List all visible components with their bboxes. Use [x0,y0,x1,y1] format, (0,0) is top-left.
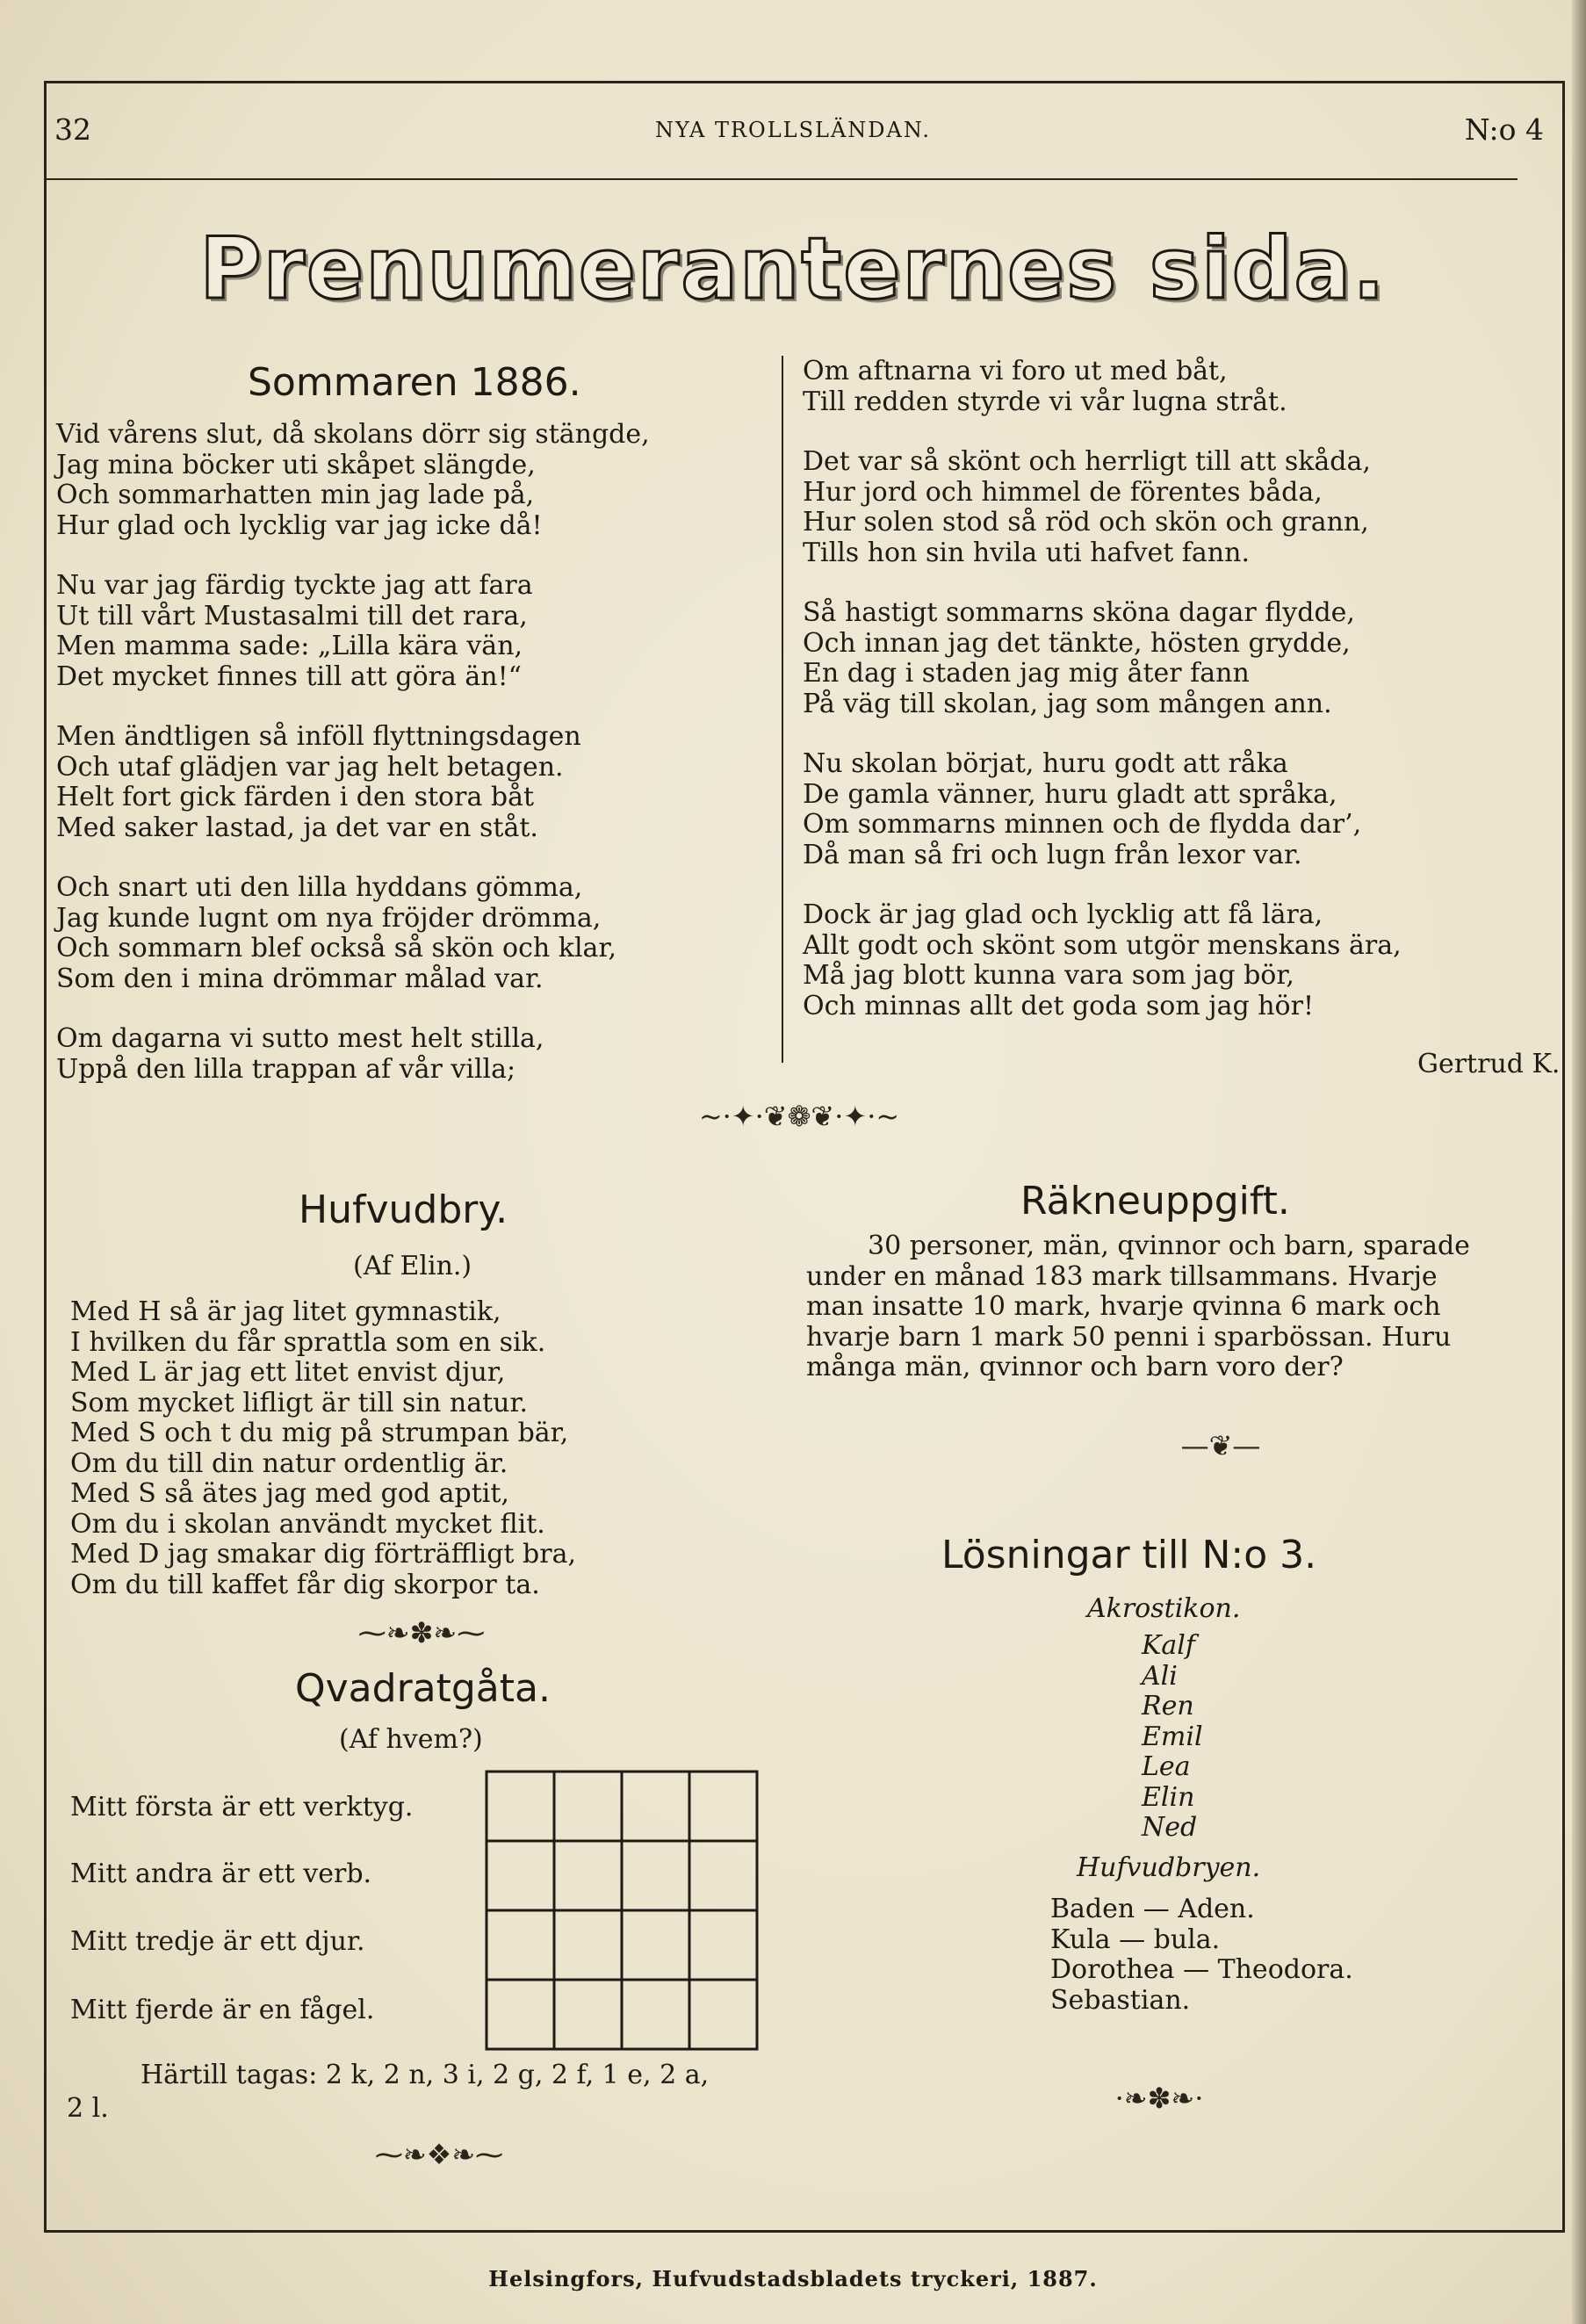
akrostikon-label: Akrostikon. [1087,1593,1241,1624]
poem-line: Jag mina böcker uti skåpet slängde, [56,449,536,480]
poem-stanza [803,357,1523,417]
poem-line: Och minnas allt det goda som jag hör! [803,990,1315,1021]
poem-stanza [803,749,1523,870]
poem-line: Hur glad och lycklig var jag icke då! [56,509,543,541]
poem-stanza [803,598,1523,719]
poem-line: Ut till vårt Mustasalmi till det rara, [56,600,528,632]
poem-line: Uppå den lilla trappan af vår villa; [56,1053,516,1085]
losningar-title: Lösningar till N:o 3. [941,1533,1317,1577]
riddle-line: Med D jag smakar dig förträffligt bra, [70,1539,576,1570]
poem-line: Som den i mina drömmar målad var. [56,963,544,994]
poem-line: Tills hon sin hvila uti hafvet fann. [803,537,1250,568]
header-rule [46,178,1518,180]
riddle-line: Med H så är jag litet gymnastik, [70,1296,501,1327]
poem-stanza [803,900,1523,1021]
poem-line: Om sommarns minnen och de flydda dar’, [803,809,1362,840]
poem-line: Men ändtligen så inföll flyttningsdagen [56,721,581,752]
poem-line: De gamla vänner, huru gladt att språka, [803,778,1337,810]
qvadrat-letters-line1: Härtill tagas: 2 k, 2 n, 3 i, 2 g, 2 f, 1 e, 2 a, [141,2060,710,2090]
problem-line: hvarje barn 1 mark 50 penni i sparbössan. Huru [806,1321,1452,1353]
journal-name: NYA TROLLSLÄNDAN. [655,118,931,142]
solution-line: Baden — Aden. [1050,1894,1255,1924]
ornament-right-2: ·❧✽❧· [1114,2082,1204,2115]
poem-line: Och snart uti den lilla hyddans gömma, [56,872,583,903]
qvadrat-clue-1: Mitt första är ett verktyg. [70,1792,414,1822]
akrostikon-word: Lea [1142,1751,1191,1782]
hufvudbryen-label: Hufvudbryen. [1077,1852,1261,1883]
qvadrat-letters-line2: 2 l. [67,2093,109,2124]
riddle-line: Om du till kaffet får dig skorpor ta. [70,1569,540,1600]
poem-line: Helt fort gick färden i den stora båt [56,782,535,812]
poem-line: Med saker lastad, ja det var en ståt. [56,812,538,843]
akrostikon-word: Elin [1142,1781,1195,1813]
problem-line: under en månad 183 mark tillsammans. Hvarje [806,1260,1438,1292]
akrostikon-word: Ren [1142,1691,1194,1721]
page-spine-edge [1572,0,1586,2324]
hufvudbry-title: Hufvudbry. [299,1187,508,1232]
akrostikon-word: Emil [1142,1721,1203,1752]
printer-imprint: Helsingfors, Hufvudstadsbladets tryckeri, 1887. [488,2266,1098,2292]
akrostikon-word: Ned [1142,1812,1198,1843]
poem-line: Nu var jag färdig tyckte jag att fara [56,570,533,601]
solution-line: Dorothea — Theodora. [1050,1954,1353,1985]
riddle-line: Om du till din natur ordentlig är. [70,1447,508,1479]
poem-line: Må jag blott kunna vara som jag bör, [803,960,1294,991]
poem-line: Hur solen stod så röd och skön och grann, [803,507,1369,538]
poem-line: Dock är jag glad och lycklig att få lära, [803,899,1323,930]
poem-line: Det mycket finnes till att göra än!“ [56,660,522,692]
ornament-small: ⁓❧✽❧⁓ [357,1616,486,1649]
poem-line: Det var så skönt och herrligt till att skåda, [803,446,1371,477]
poem-stanza [56,873,759,994]
poem-author: Gertrud K. [1417,1049,1561,1079]
poem-stanza [56,571,759,692]
poem-line: Och sommarhatten min jag lade på, [56,480,535,510]
poem-line: Då man så fri och lugn från lexor var. [803,839,1302,870]
poem-line: Allt godt och skönt som utgör menskans ära, [803,929,1402,961]
poem-line: En dag i staden jag mig åter fann [803,658,1250,689]
poem-line: Men mamma sade: „Lilla kära vän, [56,631,523,661]
poem-line: Nu skolan börjat, huru godt att råka [803,748,1288,779]
poem-line: Så hastigt sommarns sköna dagar flydde, [803,597,1355,628]
qvadrat-grid [485,1770,759,2051]
poem-line: Och utaf glädjen var jag helt betagen. [56,751,564,783]
poem-right-column [803,357,1523,1051]
akrostikon-words [1142,1631,1203,1844]
poem-line: På väg till skolan, jag som mången ann. [803,688,1332,719]
hufvudbryen-answers [1050,1895,1353,2016]
rakne-problem [806,1231,1535,1383]
qvadrat-clue-4: Mitt fjerde är en fågel. [70,1995,375,2025]
riddle-line: Med S så ätes jag med god aptit, [70,1478,509,1509]
akrostikon-word: Ali [1142,1660,1178,1692]
solution-line: Sebastian. [1050,1984,1191,2016]
qvadrat-title: Qvadratgåta. [295,1666,551,1711]
hufvudbry-byline: (Af Elin.) [353,1251,472,1281]
riddle-line: Med L är jag ett litet envist djur, [70,1357,506,1388]
qvadrat-clue-3: Mitt tredje är ett djur. [70,1926,365,1957]
poem-line: Hur jord och himmel de förentes båda, [803,476,1323,508]
problem-line: 30 personer, män, qvinnor och barn, sparade [868,1231,1470,1261]
poem-stanza [803,447,1523,568]
poem-stanza [56,420,759,541]
page-number: 32 [54,112,91,147]
problem-line: man insatte 10 mark, hvarje qvinna 6 mark och [806,1291,1441,1322]
issue-number: N:o 4 [1464,112,1544,147]
poem-line: Vid vårens slut, då skolans dörr sig stängde, [56,419,650,450]
rakne-title: Räkneuppgift. [1020,1179,1290,1223]
riddle-line: Som mycket lifligt är till sin natur. [70,1387,529,1418]
poem-left-column [56,420,759,1115]
riddle-line: Med S och t du mig på strumpan bär, [70,1418,569,1448]
problem-line: många män, qvinnor och barn voro der? [806,1352,1344,1382]
qvadrat-clue-2: Mitt andra är ett verb. [70,1858,372,1889]
poem-line: Till redden styrde vi vår lugna stråt. [803,386,1287,417]
ornament-right-1: —❦— [1180,1429,1261,1462]
poem-line: Och sommarn blef också så skön och klar, [56,933,617,964]
riddle-line: I hvilken du får sprattla som en sik. [70,1326,546,1358]
page-title: Prenumeranternes sida. [199,220,1387,318]
poem-line: Och innan jag det tänkte, hösten grydde, [803,627,1351,659]
akrostikon-word: Kalf [1142,1630,1195,1661]
hufvudbry-riddle [70,1297,773,1600]
qvadrat-byline: (Af hvem?) [339,1724,483,1755]
column-divider [782,356,783,1063]
poem-stanza [56,722,759,843]
poem-stanza [56,1024,759,1085]
poem-line: Om aftnarna vi foro ut med båt, [803,356,1228,386]
ornament-small-bottom: ⁓❧❖❧⁓ [374,2138,504,2171]
solution-line: Kula — bula. [1050,1923,1221,1955]
center-ornament: ~·✦·❦❁❦·✦·~ [698,1100,900,1133]
poem-title: Sommaren 1886. [248,360,581,405]
poem-line: Jag kunde lugnt om nya fröjder drömma, [56,902,602,934]
poem-line: Om dagarna vi sutto mest helt stilla, [56,1023,544,1054]
riddle-line: Om du i skolan användt mycket flit. [70,1508,545,1540]
